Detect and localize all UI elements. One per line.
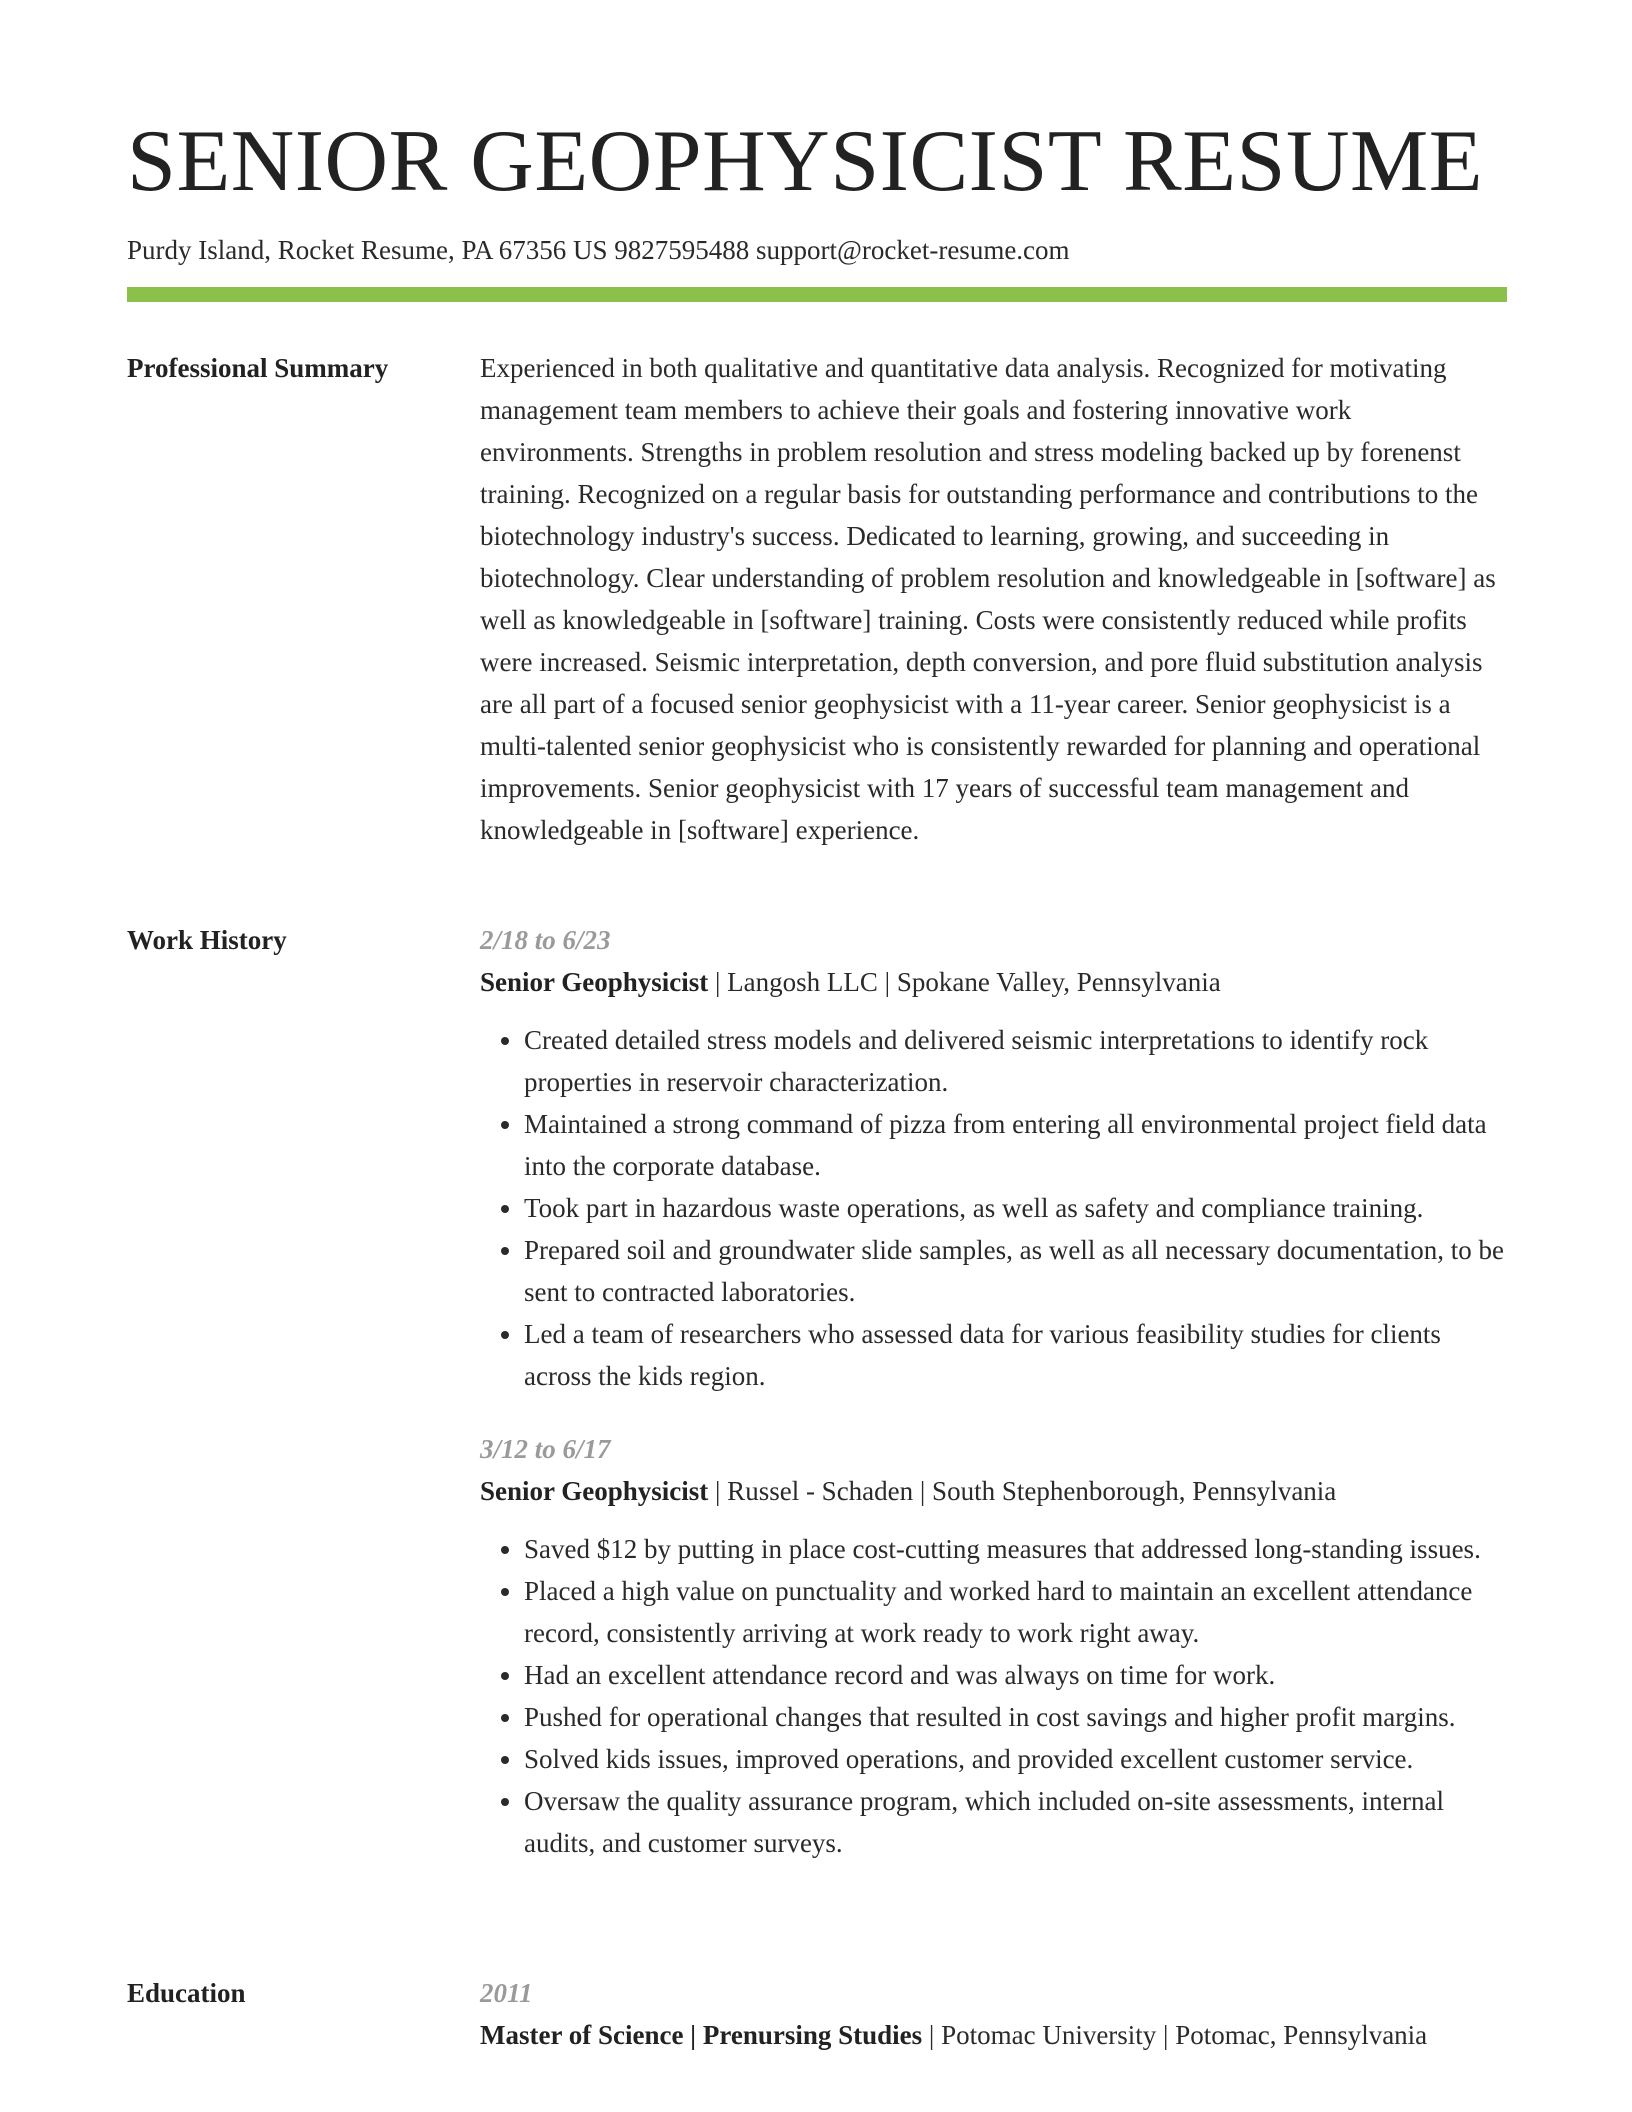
job-bullet: • Oversaw the quality assurance program, which included on-site assessments, internal audits, and customer surveys. bbox=[524, 1780, 1507, 1864]
job-bullet: • Created detailed stress models and delivered seismic interpretations to identify rock properties in reservoir characterization. bbox=[524, 1019, 1507, 1103]
job-bullet: • Prepared soil and groundwater slide samples, as well as all necessary documentation, to be sent to contracted laboratories. bbox=[524, 1229, 1507, 1313]
summary-heading: Professional Summary bbox=[127, 353, 389, 383]
job-bullet: • Maintained a strong command of pizza from entering all environmental project field data into the corporate database. bbox=[524, 1103, 1507, 1187]
job-employer-location: | Russel - Schaden | South Stephenborough, Pennsylvania bbox=[708, 1476, 1337, 1506]
resume-title: SENIOR GEOPHYSICIST RESUME bbox=[127, 113, 1483, 210]
work-history-heading: Work History bbox=[127, 925, 287, 955]
summary-body bbox=[480, 347, 1507, 851]
job-entry bbox=[480, 1428, 1507, 1864]
job-bullet-list bbox=[480, 1019, 1507, 1397]
job-bullet: • Pushed for operational changes that resulted in cost savings and higher profit margins. bbox=[524, 1696, 1507, 1738]
job-bullet-list bbox=[480, 1528, 1507, 1864]
job-role: Senior Geophysicist bbox=[480, 967, 709, 997]
education-degree: Master of Science | Prenursing Studies bbox=[480, 2020, 923, 2050]
job-title-line bbox=[480, 1470, 1507, 1512]
job-bullet: • Saved $12 by putting in place cost-cutting measures that addressed long-standing issues. bbox=[524, 1528, 1507, 1570]
contact-phone: 9827595488 bbox=[614, 235, 757, 265]
job-bullet: • Placed a high value on punctuality and worked hard to maintain an excellent attendance record, consistently arriving at work ready to work right away. bbox=[524, 1570, 1507, 1654]
job-bullet: • Took part in hazardous waste operations, as well as safety and compliance training. bbox=[524, 1187, 1507, 1229]
job-dates: 3/12 to 6/17 bbox=[480, 1434, 611, 1464]
job-entry bbox=[480, 919, 1507, 1397]
summary-text: Experienced in both qualitative and quantitative data analysis. Recognized for motivating management team members to achieve their goals and fostering innovative work environments. Strengths in problem resolution and stress modeling backed up by forenenst training. Recognized on a regular basis for outstanding performance and contributions to the biotechnology industry's success. Dedicated to learning, growing, and succeeding in biotechnology. Clear understanding of problem resolution and knowledgeable in [software] as well as knowledgeable in [software] training. Costs were consistently reduced while profits were increased. Seismic interpretation, depth conversion, and pore fluid substitution analysis are all part of a focused senior geophysicist with a 11-year career. Senior geophysicist is a multi-talented senior geophysicist who is consistently rewarded for planning and operational improvements. Senior geophysicist with 17 years of successful team management and knowledgeable in [software] experience. bbox=[480, 353, 1496, 845]
job-role: Senior Geophysicist bbox=[480, 1476, 709, 1506]
job-employer-location: | Langosh LLC | Spokane Valley, Pennsylvania bbox=[708, 967, 1221, 997]
education-degree-line bbox=[480, 2014, 1507, 2056]
contact-email: support@rocket-resume.com bbox=[756, 235, 1070, 265]
job-bullet: • Solved kids issues, improved operations, and provided excellent customer service. bbox=[524, 1738, 1507, 1780]
work-history-body bbox=[480, 919, 1507, 1864]
education-body bbox=[480, 1972, 1507, 2056]
contact-line bbox=[127, 233, 1070, 267]
education-year: 2011 bbox=[480, 1978, 533, 2008]
contact-address: Purdy Island, Rocket Resume, PA 67356 US bbox=[127, 235, 615, 265]
education-school-location: | Potomac University | Potomac, Pennsylvania bbox=[922, 2020, 1428, 2050]
job-title-line bbox=[480, 961, 1507, 1003]
education-heading: Education bbox=[127, 1978, 246, 2008]
job-bullet: • Led a team of researchers who assessed data for various feasibility studies for clients across the kids region. bbox=[524, 1313, 1507, 1397]
job-bullet: • Had an excellent attendance record and was always on time for work. bbox=[524, 1654, 1507, 1696]
job-dates: 2/18 to 6/23 bbox=[480, 925, 611, 955]
accent-divider bbox=[127, 287, 1507, 302]
